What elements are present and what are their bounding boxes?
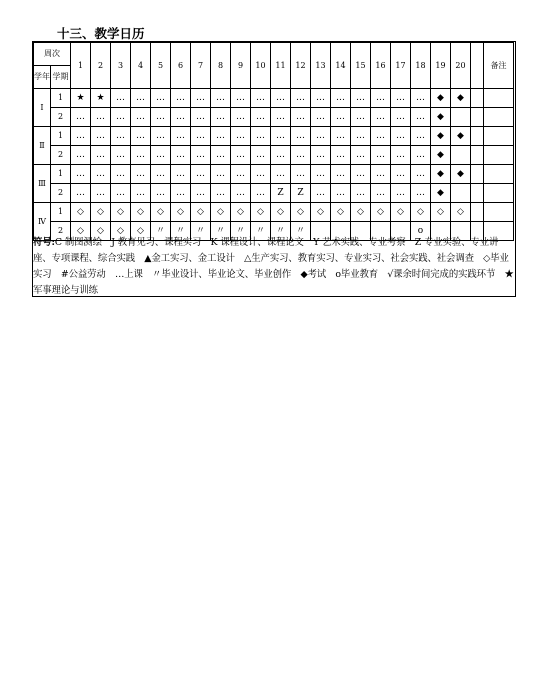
week-cell: ◇ [451, 203, 471, 222]
calendar-table [33, 42, 514, 241]
week-cell: … [211, 127, 231, 146]
week-cell: … [391, 165, 411, 184]
week-cell: … [171, 89, 191, 108]
week-cell: … [151, 165, 171, 184]
week-header: 14 [331, 43, 351, 89]
week-cell: … [251, 146, 271, 165]
week-cell: ◇ [331, 203, 351, 222]
week-cell: … [211, 108, 231, 127]
week-cell: ◇ [271, 203, 291, 222]
week-header: 1 [71, 43, 91, 89]
week-cell: … [71, 108, 91, 127]
week-header: 12 [291, 43, 311, 89]
week-header: 20 [451, 43, 471, 89]
week-cell: … [331, 146, 351, 165]
remarks-header: 备注 [484, 43, 514, 89]
week-cell: … [311, 184, 331, 203]
week-cell: … [71, 146, 91, 165]
remarks-cell [484, 127, 514, 146]
week-cell: … [411, 184, 431, 203]
week-header: 18 [411, 43, 431, 89]
term-cell: 2 [51, 184, 71, 203]
term-cell: 1 [51, 203, 71, 222]
remarks-cell [484, 146, 514, 165]
week-cell: … [391, 184, 411, 203]
term-cell: 1 [51, 89, 71, 108]
week-cell: ◇ [131, 203, 151, 222]
week-cell: ◆ [431, 184, 451, 203]
week-cell: ◇ [91, 203, 111, 222]
week-cell: … [211, 89, 231, 108]
week-header: 5 [151, 43, 171, 89]
week-cell: … [391, 146, 411, 165]
week-cell: … [371, 89, 391, 108]
week-header: 15 [351, 43, 371, 89]
week-cell: … [131, 127, 151, 146]
week-cell: … [151, 108, 171, 127]
week-cell: … [331, 165, 351, 184]
table-row [34, 108, 514, 127]
week-cell: 〃 [171, 222, 191, 241]
week-cell: … [131, 165, 151, 184]
week-cell: … [371, 165, 391, 184]
extra-cell [471, 89, 484, 108]
week-cell: … [291, 108, 311, 127]
week-cell: ◇ [311, 203, 331, 222]
week-cell: … [131, 89, 151, 108]
remarks-cell [484, 89, 514, 108]
week-cell: … [271, 89, 291, 108]
week-cell: … [151, 127, 171, 146]
week-cell: … [71, 184, 91, 203]
week-cell: ◇ [171, 203, 191, 222]
week-cell: ◇ [191, 203, 211, 222]
week-cell [451, 108, 471, 127]
extra-cell [471, 184, 484, 203]
week-cell: ◆ [431, 146, 451, 165]
week-cell: … [111, 165, 131, 184]
year-cell: Ⅰ [34, 89, 51, 127]
week-cell: … [291, 127, 311, 146]
week-cell: … [271, 165, 291, 184]
week-cell: … [171, 184, 191, 203]
week-cell: … [311, 165, 331, 184]
week-cell: … [71, 127, 91, 146]
week-header: 16 [371, 43, 391, 89]
week-header: 8 [211, 43, 231, 89]
week-cell: … [391, 108, 411, 127]
week-cell: … [111, 146, 131, 165]
term-cell: 2 [51, 146, 71, 165]
week-cell: … [91, 127, 111, 146]
week-cell: … [351, 108, 371, 127]
week-cell: … [251, 89, 271, 108]
legend-label: 符号: [33, 237, 55, 248]
week-cell: … [171, 165, 191, 184]
extra-cell [471, 165, 484, 184]
week-cell: … [351, 89, 371, 108]
year-cell: Ⅳ [34, 203, 51, 241]
week-cell: … [211, 165, 231, 184]
section-title: 十三、教学日历 [57, 26, 145, 41]
week-cell: … [411, 165, 431, 184]
week-cell: … [371, 146, 391, 165]
remarks-cell [484, 108, 514, 127]
week-cell: ◇ [131, 222, 151, 241]
teaching-calendar [32, 41, 516, 297]
week-cell: … [171, 146, 191, 165]
week-cell: … [271, 108, 291, 127]
week-header: 19 [431, 43, 451, 89]
week-cell: … [211, 184, 231, 203]
week-cell: ◆ [431, 108, 451, 127]
week-header: 17 [391, 43, 411, 89]
week-cell: … [251, 108, 271, 127]
week-cell: … [191, 146, 211, 165]
week-cell: 〃 [251, 222, 271, 241]
table-row [34, 127, 514, 146]
week-cell: 〃 [271, 222, 291, 241]
week-cell: … [371, 127, 391, 146]
week-cell: … [191, 108, 211, 127]
week-cell: … [251, 184, 271, 203]
week-cell: … [191, 165, 211, 184]
week-cell: Z [271, 184, 291, 203]
week-header: 9 [231, 43, 251, 89]
week-cell: ◇ [431, 203, 451, 222]
week-cell: ◇ [371, 203, 391, 222]
week-cell: … [311, 89, 331, 108]
week-cell: ◇ [111, 203, 131, 222]
week-cell: … [391, 127, 411, 146]
week-cell: … [131, 184, 151, 203]
extra-cell [471, 127, 484, 146]
week-cell: … [391, 89, 411, 108]
week-header: 3 [111, 43, 131, 89]
week-cell: … [191, 127, 211, 146]
term-cell: 1 [51, 165, 71, 184]
week-cell: ◆ [451, 165, 471, 184]
week-header: 10 [251, 43, 271, 89]
week-cell: 〃 [151, 222, 171, 241]
week-header: 7 [191, 43, 211, 89]
week-cell: … [331, 184, 351, 203]
week-cell: … [231, 89, 251, 108]
week-cell: … [91, 165, 111, 184]
legend-text: C 制图测绘 J 教育见习、课程实习 K 课程设计、课程论文 Y 艺术实践、专业考察 Z 专业实验、专业讲座、专项课程、综合实践 ▲金工实习、金工设计 △生产实习、教育实习、专业实习、社会实践、社会调查 ◇毕业实习 #公益劳动 …上课 〃毕业设计、毕业论文、毕业创作 ◆考试 o毕业教育 √课余时间完成的实践环节 ★军事理论与训练 [33, 237, 514, 296]
week-cell: ◇ [291, 203, 311, 222]
week-cell: ◇ [71, 203, 91, 222]
week-cell: … [191, 89, 211, 108]
week-cell: … [171, 127, 191, 146]
week-cell: 〃 [211, 222, 231, 241]
extra-cell [471, 146, 484, 165]
week-cell: ◇ [111, 222, 131, 241]
week-cell: ◆ [431, 89, 451, 108]
week-cell: 〃 [291, 222, 311, 241]
week-cell: … [351, 184, 371, 203]
week-cell: … [371, 184, 391, 203]
week-cell: … [331, 127, 351, 146]
week-cell: … [411, 127, 431, 146]
week-cell: … [351, 146, 371, 165]
week-cell: ◆ [451, 127, 471, 146]
week-cell: … [231, 108, 251, 127]
table-row [34, 203, 514, 222]
year-cell: Ⅱ [34, 127, 51, 165]
table-row [34, 184, 514, 203]
header-year-label: 学年 [34, 66, 51, 89]
week-cell: … [251, 127, 271, 146]
week-cell: ◇ [91, 222, 111, 241]
week-cell: … [351, 127, 371, 146]
week-cell: … [331, 108, 351, 127]
week-cell: … [231, 165, 251, 184]
week-cell: … [111, 108, 131, 127]
header-term-label: 学期 [51, 66, 71, 89]
table-row [34, 165, 514, 184]
week-cell: … [211, 146, 231, 165]
week-header: 4 [131, 43, 151, 89]
extra-cell [471, 108, 484, 127]
week-cell: … [91, 146, 111, 165]
week-header: 6 [171, 43, 191, 89]
week-cell: … [171, 108, 191, 127]
week-cell: … [291, 89, 311, 108]
week-cell: ◇ [391, 203, 411, 222]
remarks-cell [484, 184, 514, 203]
week-cell: ◇ [211, 203, 231, 222]
week-cell: … [131, 146, 151, 165]
week-cell: … [71, 165, 91, 184]
week-cell: … [411, 108, 431, 127]
week-cell [451, 146, 471, 165]
week-cell: … [371, 108, 391, 127]
header-row [34, 43, 514, 66]
week-cell: ◆ [431, 165, 451, 184]
extra-cell [471, 203, 484, 222]
week-cell: … [311, 146, 331, 165]
week-cell: ◆ [431, 127, 451, 146]
week-cell: … [231, 146, 251, 165]
week-cell: … [111, 89, 131, 108]
week-cell: … [111, 184, 131, 203]
table-row [34, 89, 514, 108]
week-cell [451, 184, 471, 203]
symbol-legend [33, 235, 515, 299]
week-cell: … [151, 89, 171, 108]
week-cell: … [151, 146, 171, 165]
week-cell: 〃 [231, 222, 251, 241]
week-cell: … [331, 89, 351, 108]
week-cell: … [91, 184, 111, 203]
week-cell: ◇ [231, 203, 251, 222]
week-cell: … [131, 108, 151, 127]
table-row [34, 146, 514, 165]
week-cell: … [311, 108, 331, 127]
week-cell: ◇ [151, 203, 171, 222]
week-cell: … [231, 184, 251, 203]
week-cell: … [411, 89, 431, 108]
remarks-cell [484, 165, 514, 184]
week-cell: ◇ [351, 203, 371, 222]
week-cell: 〃 [191, 222, 211, 241]
week-cell: … [351, 165, 371, 184]
week-header: 13 [311, 43, 331, 89]
week-cell: … [191, 184, 211, 203]
week-cell: Z [291, 184, 311, 203]
week-cell: … [91, 108, 111, 127]
week-cell: ◆ [451, 89, 471, 108]
remarks-cell [484, 203, 514, 222]
week-cell: ★ [91, 89, 111, 108]
header-week-label: 周次 [34, 43, 71, 66]
term-cell: 2 [51, 222, 71, 241]
week-cell: … [291, 165, 311, 184]
week-cell: … [271, 127, 291, 146]
year-cell: Ⅲ [34, 165, 51, 203]
week-cell: … [411, 146, 431, 165]
week-cell: … [231, 127, 251, 146]
extra-col-header [471, 43, 484, 89]
week-cell: ★ [71, 89, 91, 108]
week-cell: … [291, 146, 311, 165]
term-cell: 1 [51, 127, 71, 146]
week-cell: … [151, 184, 171, 203]
week-cell: ◇ [71, 222, 91, 241]
week-header: 2 [91, 43, 111, 89]
week-cell: … [271, 146, 291, 165]
term-cell: 2 [51, 108, 71, 127]
week-header: 11 [271, 43, 291, 89]
week-cell: … [251, 165, 271, 184]
week-cell: ◇ [251, 203, 271, 222]
week-cell: … [111, 127, 131, 146]
week-cell: … [311, 127, 331, 146]
week-cell: ◇ [411, 203, 431, 222]
week-cell: o [411, 222, 431, 241]
